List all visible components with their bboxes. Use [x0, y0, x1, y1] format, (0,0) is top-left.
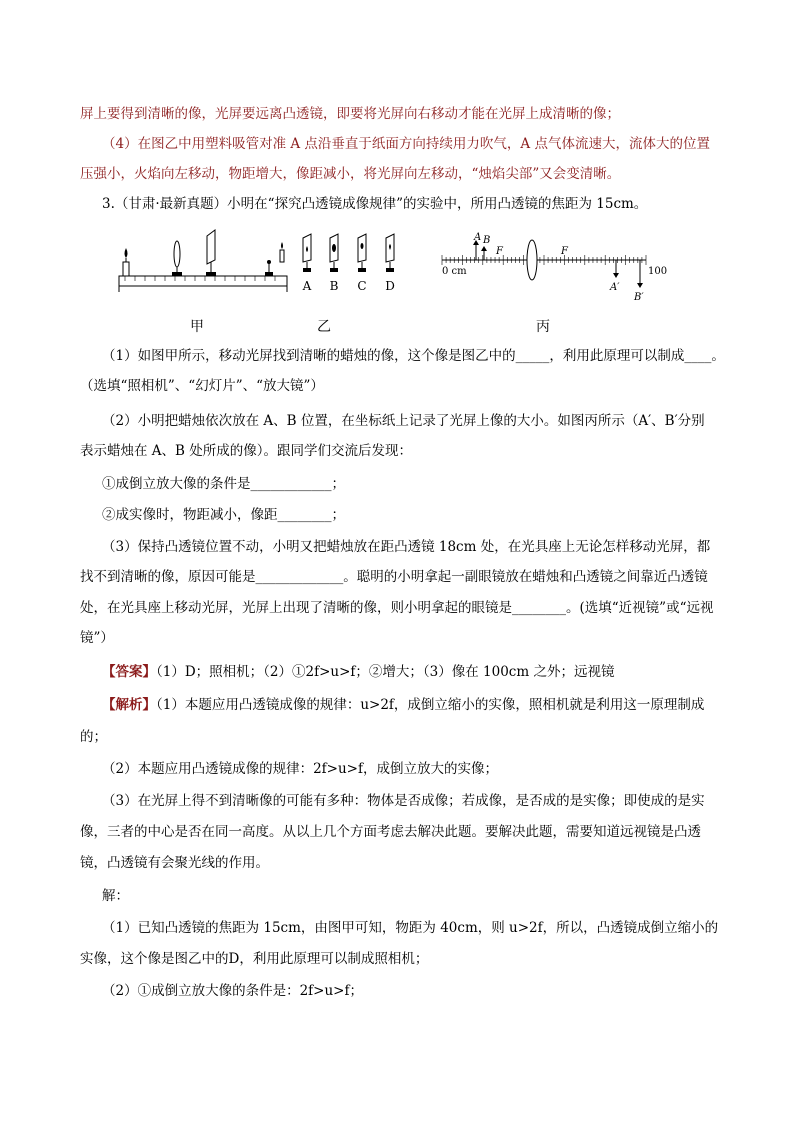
label-bing-B: B	[483, 235, 491, 246]
label-bing-F-right: F	[561, 246, 568, 257]
text-line: 压强小，火焰向左移动，物距增大，像距减小，将光屏向左移动，“烛焰尖部”又会变清晰。	[80, 166, 621, 182]
caption-bing: 丙	[536, 319, 550, 335]
label-bing-Aprime: A′	[610, 282, 620, 293]
label-bing-F-left: F	[496, 246, 503, 257]
answer-line	[102, 662, 734, 682]
text-line: 屏上要得到清晰的像，光屏要远离凸透镜，即要将光屏向右移动才能在光屏上成清晰的像；	[80, 106, 620, 122]
caption-jia: 甲	[190, 319, 204, 335]
text-line: （3）保持凸透镜位置不动，小明又把蜡烛放在距凸透镜 18cm 处，在光具座上无论怎样移动光屏，都	[102, 539, 711, 555]
label-bing-zero: 0 cm	[442, 266, 467, 277]
label-D: D	[385, 279, 395, 293]
label-B: B	[329, 279, 339, 293]
text-line: （选填“照相机”、“幻灯片”、“放大镜”）	[80, 378, 324, 394]
text-line: （3）在光屏上得不到清晰像的可能有多种：物体是否成像；若成像，是否成的是实像；即使成的是实	[102, 793, 705, 809]
text-line: （2）①成倒立放大像的条件是：2f>u>f；	[102, 983, 363, 999]
text-line: ②成实像时，物距减小，像距________；	[102, 507, 345, 523]
text-line: （1）如图甲所示，移动光屏找到清晰的蜡烛的像，这个像是图乙中的_____，利用此原理可以制成____。	[102, 348, 725, 364]
label-A: A	[302, 279, 312, 293]
analysis-tag: 【解析】	[102, 697, 156, 713]
text-line: （2）小明把蜡烛依次放在 A、B 位置，在坐标纸上记录了光屏上像的大小。如图丙所示（A′、B′分别	[102, 413, 705, 429]
question-title: 3.（甘肃·最新真题）小明在“探究凸透镜成像规律”的实验中，所用凸透镜的焦距为 15cm。	[102, 196, 648, 212]
text-line: ①成倒立放大像的条件是____________；	[102, 476, 345, 492]
text-line: （1）已知凸透镜的焦距为 15cm，由图甲可知，物距为 40cm，则 u>2f，所以，凸透镜成倒立缩小的	[102, 920, 719, 936]
label-bing-hundred: 100	[648, 266, 668, 277]
label-bing-Bprime: B′	[634, 292, 644, 303]
analysis-text: （1）本题应用凸透镜成像的规律：u>2f，成倒立缩小的实像，照相机就是利用这一原理制成	[156, 697, 705, 713]
analysis-line	[102, 695, 734, 715]
caption-yi: 乙	[317, 319, 331, 335]
text-line: （4）在图乙中用塑料吸管对准 A 点沿垂直于纸面方向持续用力吹气，A 点气体流速大，流体大的位置	[102, 136, 710, 152]
text-line: 像，三者的中心是否在同一高度。从以上几个方面考虑去解决此题。要解决此题，需要知道远视镜是凸透	[80, 824, 701, 840]
text-line: 解：	[102, 888, 129, 904]
text-line: 的；	[80, 729, 107, 745]
label-C: C	[357, 279, 367, 293]
text-line: 镜，凸透镜有会聚光线的作用。	[80, 855, 269, 871]
text-line: 镜”）	[80, 630, 114, 646]
text-line: 找不到清晰的像，原因可能是_____________。聪明的小明拿起一副眼镜放在蜡烛和凸透镜之间靠近凸透镜	[80, 569, 708, 585]
figure-jia	[115, 226, 295, 296]
text-line: 表示蜡烛在 A、B 处所成的像）。跟同学们交流后发现：	[80, 443, 413, 459]
label-bing-A: A	[474, 232, 482, 243]
figure-bing	[436, 228, 676, 304]
text-line: 处，在光具座上移动光屏，光屏上出现了清晰的像，则小明拿起的眼镜是________。(选填“近视镜”或“远视	[80, 600, 714, 616]
text-line: 实像，这个像是图乙中的D，利用此原理可以制成照相机；	[80, 951, 429, 967]
answer-text: （1）D；照相机；（2）①2f>u>f；②增大；（3）像在 100cm 之外；远视镜	[156, 664, 615, 680]
figure-yi	[270, 232, 410, 294]
answer-tag: 【答案】	[102, 664, 156, 680]
text-line: （2）本题应用凸透镜成像的规律：2f>u>f，成倒立放大的实像；	[102, 761, 498, 777]
